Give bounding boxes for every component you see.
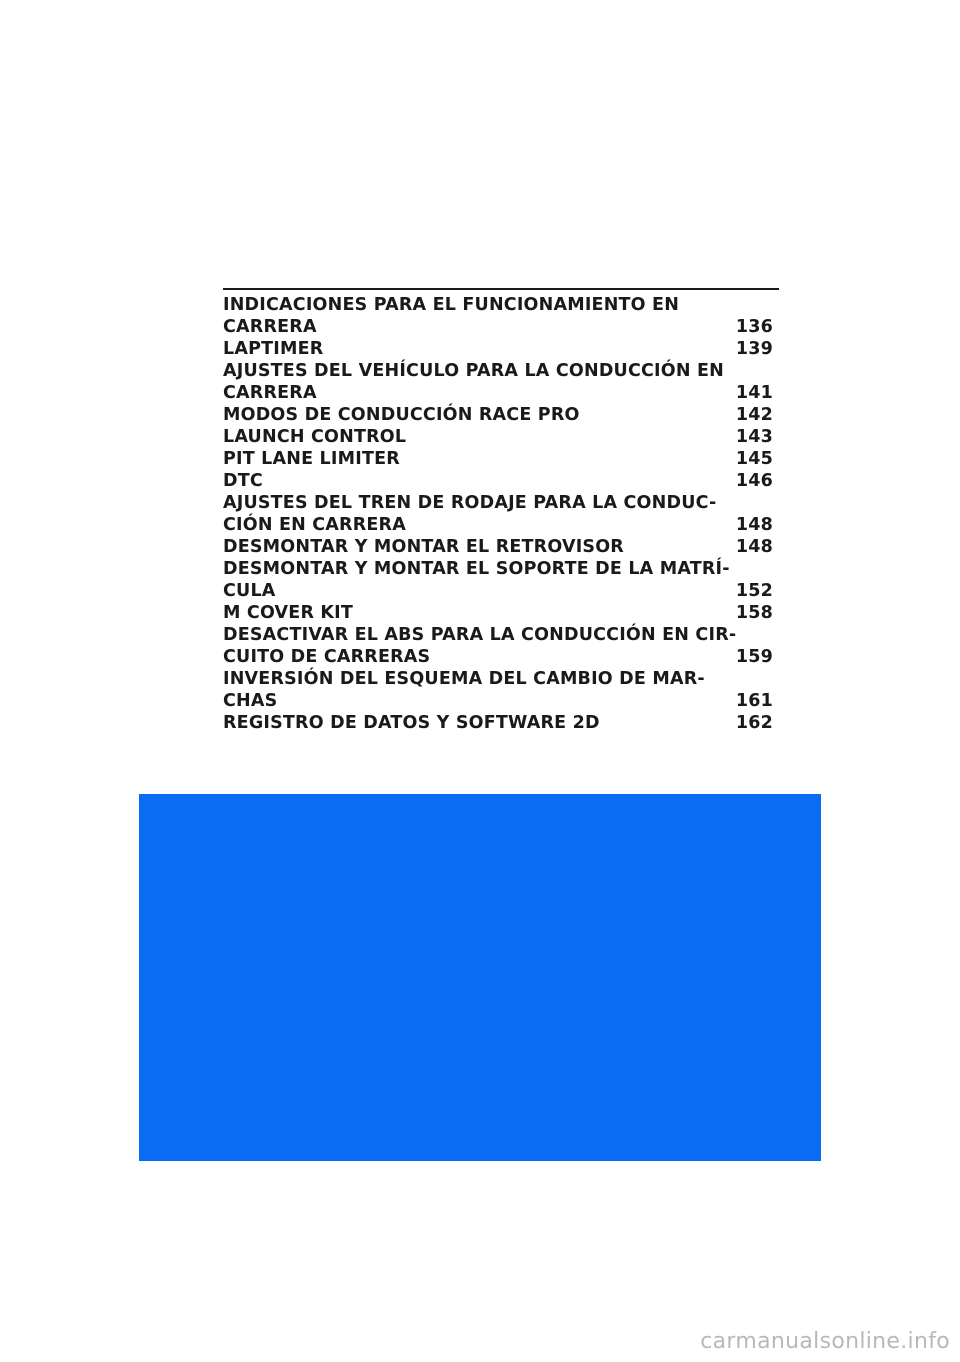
- toc-entry-title: INDICACIONES PARA EL FUNCIONAMIENTO EN: [223, 295, 680, 315]
- toc-page-number: 162: [735, 713, 773, 733]
- toc-page-number: 152: [735, 581, 773, 601]
- toc-entry[interactable]: [223, 404, 779, 426]
- toc-entry[interactable]: [223, 360, 779, 404]
- toc-entry-title: CUITO DE CARRERAS: [223, 647, 431, 667]
- toc-entry-title: CARRERA: [223, 317, 317, 337]
- toc-entry-title: DTC: [223, 471, 263, 491]
- toc-entry[interactable]: [223, 448, 779, 470]
- toc-entry[interactable]: [223, 536, 779, 558]
- toc-page-number: 136: [735, 317, 773, 337]
- toc-page-number: 148: [735, 515, 773, 535]
- toc-entry-title: DESMONTAR Y MONTAR EL RETROVISOR: [223, 537, 624, 557]
- watermark-text: carmanualsonline.info: [700, 1329, 950, 1354]
- toc-entry-title: LAUNCH CONTROL: [223, 427, 407, 447]
- toc-page-number: 139: [735, 339, 773, 359]
- toc-entry-title: AJUSTES DEL TREN DE RODAJE PARA LA CONDUC-: [223, 493, 717, 513]
- toc-page-number: 145: [735, 449, 773, 469]
- toc-page-number: 146: [735, 471, 773, 491]
- toc-entry[interactable]: [223, 338, 779, 360]
- toc-entry[interactable]: [223, 426, 779, 448]
- toc-entry-title: CIÓN EN CARRERA: [223, 515, 406, 535]
- toc-entry-title: CHAS: [223, 691, 278, 711]
- toc-entry[interactable]: [223, 602, 779, 624]
- toc-entry-title: M COVER KIT: [223, 603, 354, 623]
- toc-entry-title: CARRERA: [223, 383, 317, 403]
- toc-entry[interactable]: [223, 712, 779, 734]
- toc-entry[interactable]: [223, 294, 779, 338]
- toc-page-number: 148: [735, 537, 773, 557]
- toc-entry[interactable]: [223, 492, 779, 536]
- toc-entry-title: LAPTIMER: [223, 339, 324, 359]
- toc-entry-title: INVERSIÓN DEL ESQUEMA DEL CAMBIO DE MAR-: [223, 669, 705, 689]
- toc-entry-title: AJUSTES DEL VEHÍCULO PARA LA CONDUCCIÓN EN: [223, 361, 724, 381]
- toc-entry-title: CULA: [223, 581, 276, 601]
- toc-entry-title: REGISTRO DE DATOS Y SOFTWARE 2D: [223, 713, 600, 733]
- toc-entry[interactable]: [223, 624, 779, 668]
- toc-page-number: 141: [735, 383, 773, 403]
- toc-page-number: 143: [735, 427, 773, 447]
- table-of-contents: [223, 288, 779, 734]
- toc-page-number: 158: [735, 603, 773, 623]
- toc-entry-title: PIT LANE LIMITER: [223, 449, 400, 469]
- toc-entry[interactable]: [223, 668, 779, 712]
- toc-entry[interactable]: [223, 470, 779, 492]
- toc-entry-title: DESACTIVAR EL ABS PARA LA CONDUCCIÓN EN CIR-: [223, 625, 737, 645]
- toc-entry-title: DESMONTAR Y MONTAR EL SOPORTE DE LA MATRÍ-: [223, 559, 730, 579]
- blue-color-panel: [139, 794, 821, 1161]
- toc-entry-title: MODOS DE CONDUCCIÓN RACE PRO: [223, 405, 580, 425]
- toc-page-number: 142: [735, 405, 773, 425]
- toc-entry[interactable]: [223, 558, 779, 602]
- toc-page-number: 161: [735, 691, 773, 711]
- toc-page-number: 159: [735, 647, 773, 667]
